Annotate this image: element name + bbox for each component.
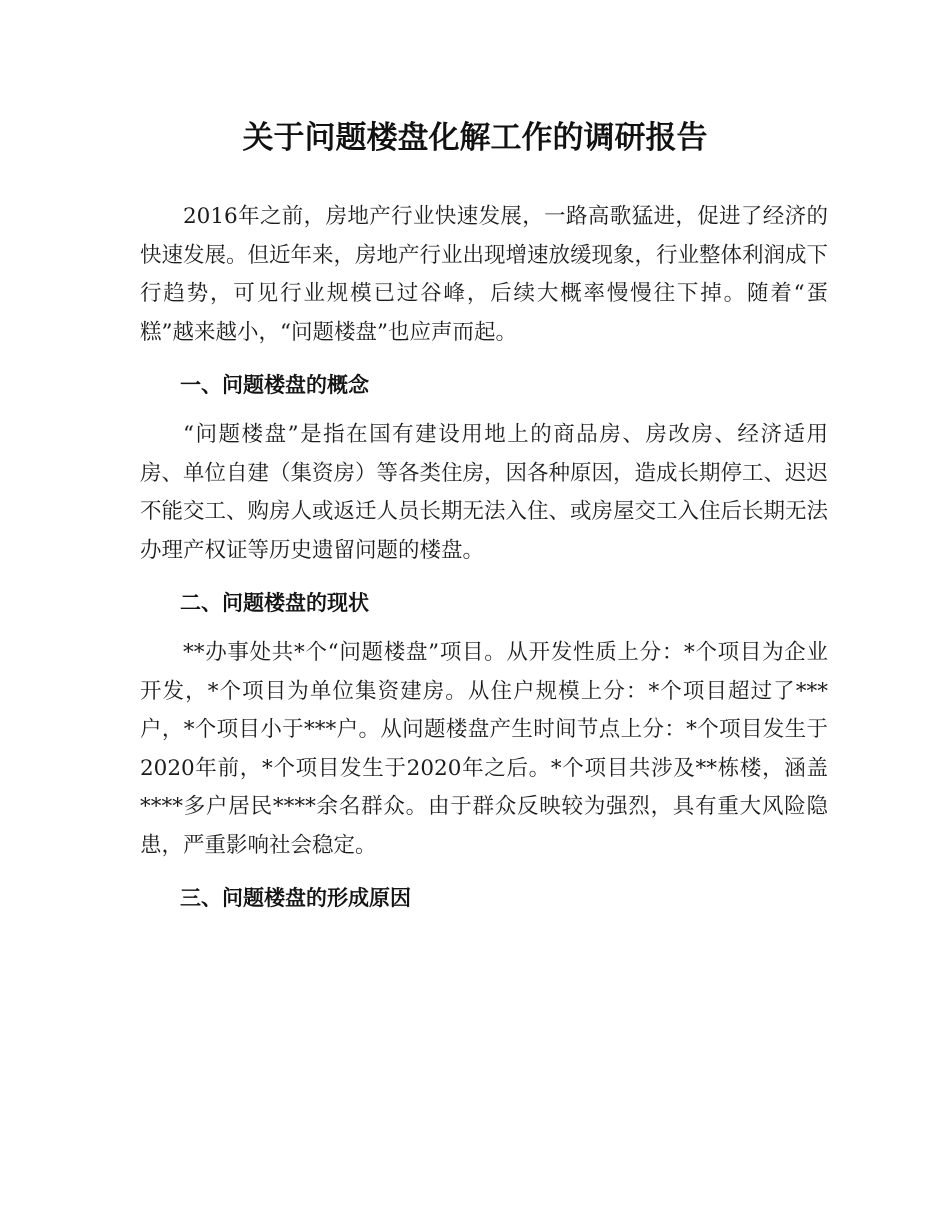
document-body	[140, 198, 828, 917]
section-body-status: **办事处共*个“问题楼盘”项目。从开发性质上分：*个项目为企业开发，*个项目为单位集资建房。从住户规模上分：*个项目超过了***户，*个项目小于***户。从问题楼盘产生时间节点上分：*个项目发生于2020年前，*个项目发生于2020年之后。*个项目共涉及**栋楼，涵盖****多户居民****余名群众。由于群众反映较为强烈，具有重大风险隐患，严重影响社会稳定。	[140, 640, 828, 858]
section-heading-causes: 三、问题楼盘的形成原因	[180, 886, 411, 910]
section-body-concept: “问题楼盘”是指在国有建设用地上的商品房、房改房、经济适用房、单位自建（集资房）等各类住房，因各种原因，造成长期停工、迟迟不能交工、购房人或返迁人员长期无法入住、或房屋交工入住后长期无法办理产权证等历史遗留问题的楼盘。	[140, 422, 829, 563]
spacer	[140, 404, 828, 416]
spacer	[140, 570, 828, 584]
document-title: 关于问题楼盘化解工作的调研报告	[242, 120, 708, 156]
spacer	[140, 865, 828, 879]
spacer	[140, 622, 828, 634]
intro-paragraph: 2016年之前，房地产行业快速发展，一路高歌猛进，促进了经济的快速发展。但近年来，房地产行业出现增速放缓现象，行业整体利润成下行趋势，可见行业规模已过谷峰，后续大概率慢慢往下掉。随着“蛋糕”越来越小，“问题楼盘”也应声而起。	[140, 204, 829, 345]
spacer	[140, 352, 828, 366]
section-heading-status: 二、问题楼盘的现状	[180, 591, 369, 615]
section-heading-concept: 一、问题楼盘的概念	[180, 373, 369, 397]
